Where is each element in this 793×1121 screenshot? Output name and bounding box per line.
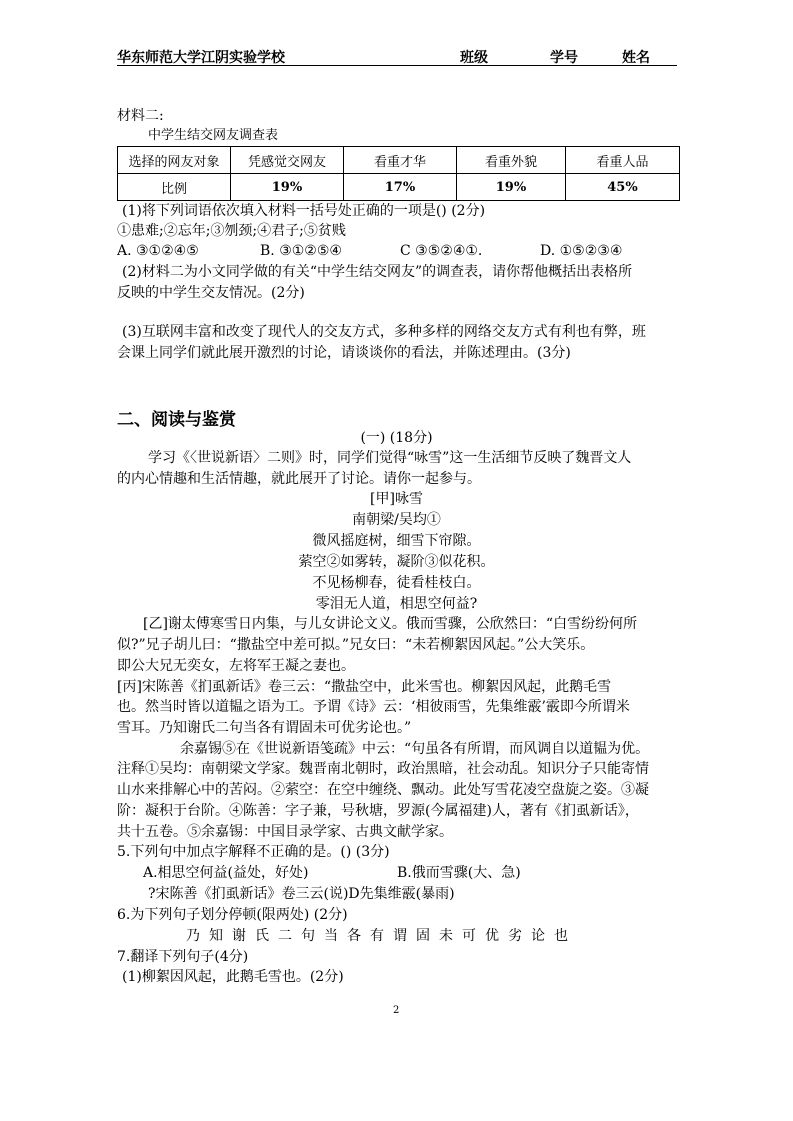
- bing-line-2: 也。然当时皆以道韫之语为工。予谓《诗》云：‘相彼雨雪，先集维霰’霰即今所谓米: [117, 699, 630, 715]
- table-header-cell: 看重人品: [566, 147, 680, 174]
- q1-option-b: B. ③①②⑤④: [260, 243, 342, 259]
- q5-option-a: A.相思空何益(益处，好处): [143, 865, 309, 881]
- table-header-cell: 选择的网友对象: [118, 147, 231, 174]
- table-cell: 17%: [344, 174, 457, 201]
- table-cell: 比例: [118, 174, 231, 201]
- name-label: 姓名: [622, 50, 650, 66]
- table-row: [118, 174, 680, 201]
- yi-line-1: [乙]谢太傅寒雪日内集，与儿女讲论文义。俄而雪骤，公欣然曰：“白雪纷纷何所: [143, 616, 638, 632]
- student-id-label: 学号: [550, 50, 578, 66]
- page-number: 2: [393, 1005, 400, 1016]
- q2-line-2: 反映的中学生交友情况。(2分): [117, 285, 305, 301]
- table-cell: 45%: [566, 174, 680, 201]
- q7-sub-1: (1)柳絮因风起，此鹅毛雪也。(2分): [122, 969, 344, 985]
- poem-author: 南朝梁/吴均①: [352, 512, 441, 528]
- notes-line-2: 山水来排解心中的苦闷。②萦空：在空中缠绕、飘动。此处写雪花凌空盘旋之姿。③凝: [117, 782, 649, 798]
- part-1-heading: (一) (18分): [360, 430, 433, 446]
- bing-line-3: 雪耳。乃知谢氏二句当各有谓固未可优劣论也。”: [117, 720, 412, 736]
- table-cell: 19%: [231, 174, 344, 201]
- yi-line-2: 似?”兄子胡儿曰：“撒盐空中差可拟。”兄女曰：“未若柳絮因风起。”公大笑乐。: [117, 637, 595, 653]
- q1-option-c: C ③⑤②④①.: [400, 243, 483, 259]
- q1-option-d: D. ①⑤②③④: [540, 243, 623, 259]
- class-label: 班级: [460, 50, 488, 66]
- q3-line-1: (3)互联网丰富和改变了现代人的交友方式，多种多样的网络交友方式有利也有弊，班: [122, 324, 646, 340]
- q3-line-2: 会课上同学们就此展开激烈的讨论，请谈谈你的看法，并陈述理由。(3分): [117, 345, 571, 361]
- poem-line: 不见杨柳春，徒看桂枝白。: [312, 575, 481, 591]
- table-header-row: [118, 147, 680, 174]
- school-name: 华东师范大学江阴实验学校: [117, 50, 285, 66]
- intro-line-2: 的内心情趣和生活情趣，就此展开了讨论。请你一起参与。: [117, 471, 481, 487]
- poem-line: 萦空②如雾转，凝阶③似花积。: [298, 554, 495, 570]
- table-cell: 19%: [457, 174, 566, 201]
- yi-line-3: 即公大兄无奕女，左将军王凝之妻也。: [117, 658, 355, 674]
- q5-option-b: B.俄而雪骤(大、急): [397, 865, 521, 881]
- q5-stem: 5.下列句中加点字解释不正确的是。() (3分): [117, 844, 390, 860]
- notes-line-4: 共十五卷。⑤余嘉锡：中国目录学家、古典文献学家。: [117, 824, 453, 840]
- survey-table-title: 中学生结交网友调查表: [148, 128, 279, 143]
- header-divider: [117, 65, 677, 66]
- poem-line: 微风摇庭树，细雪下帘隙。: [312, 533, 481, 549]
- q2-line-1: (2)材料二为小文同学做的有关“中学生结交网友”的调查表，请你帮他概括出表格所: [122, 264, 633, 280]
- section-2-title: 二、阅读与鉴赏: [117, 410, 236, 430]
- table-header-cell: 看重才华: [344, 147, 457, 174]
- q5-option-cd: ?宋陈善《扪虱新话》卷三云(说)D先集维霰(暴雨): [148, 886, 455, 902]
- table-header-cell: 凭感觉交网友: [231, 147, 344, 174]
- bing-line-1: [丙]宋陈善《扪虱新话》卷三云：“撒盐空中，此米雪也。柳絮因风起，此鹅毛雪: [117, 679, 612, 695]
- notes-line-3: 阶：凝积于台阶。④陈善：字子兼，号秋塘，罗源(今属福建)人，著有《扪虱新话》，: [117, 803, 639, 819]
- q7-stem: 7.翻译下列句子(4分): [117, 949, 249, 965]
- notes-line-1: 注释①吴均：南朝梁文学家。魏晋南北朝时，政治黑暗，社会动乱。知识分子只能寄情: [117, 761, 649, 777]
- q1-option-a: A. ③①②④⑤: [117, 243, 199, 259]
- intro-line-1: 学习《〈世说新语〉二则》时，同学们觉得“咏雪”这一生活细节反映了魏晋文人: [148, 450, 632, 466]
- material2-label: 材料二:: [117, 108, 164, 124]
- poem-title: [甲]咏雪: [370, 491, 423, 507]
- table-header-cell: 看重外貌: [457, 147, 566, 174]
- survey-table: [117, 146, 680, 201]
- bing-line-4: 余嘉锡⑤在《世说新语笺疏》中云：“句虽各有所谓，而风调自以道韫为优。: [180, 741, 650, 757]
- q6-stem: 6.为下列句子划分停顿(限两处) (2分): [117, 907, 348, 923]
- q6-sentence: 乃知谢氏二句当各有谓固未可优劣论也: [186, 928, 577, 944]
- poem-line: 零泪无人道，相思空何益?: [315, 596, 478, 612]
- q1-words: ①患难;②忘年;③刎颈;④君子;⑤贫贱: [117, 223, 346, 239]
- q1-stem: (1)将下列词语依次填入材料一括号处正确的一项是() (2分): [122, 203, 486, 219]
